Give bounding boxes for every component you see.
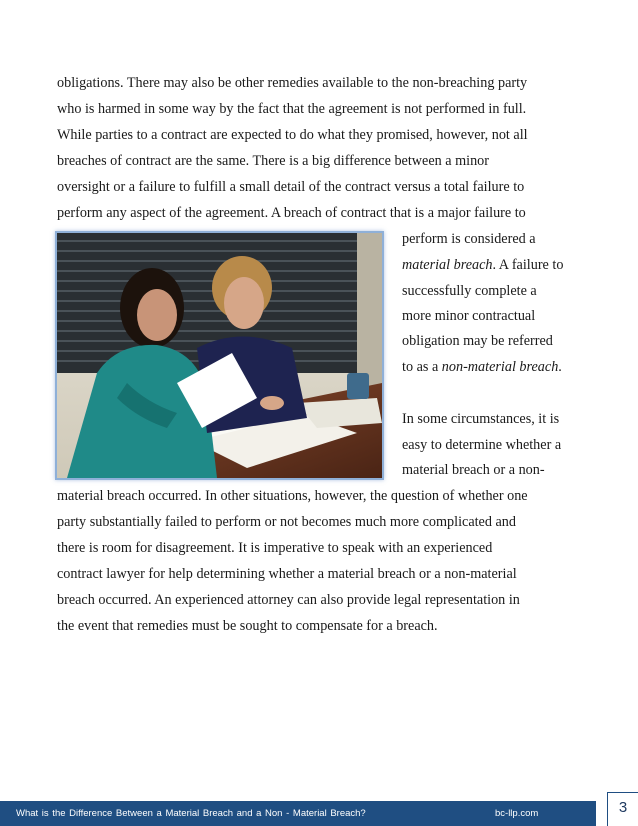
page-footer: [0, 801, 596, 826]
photo-two-women-reviewing-documents: [55, 231, 384, 480]
body-line: While parties to a contract are expected to do what they promised, however, not all: [57, 127, 528, 143]
body-line: who is harmed in some way by the fact that the agreement is not performed in full.: [57, 101, 527, 117]
side-line: material breach or a non-: [402, 462, 545, 478]
body-line: breach occurred. An experienced attorney can also provide legal representation in: [57, 592, 520, 608]
term-material-breach: material breach: [402, 257, 493, 273]
side-line: successfully complete a: [402, 283, 537, 299]
body-line: obligations. There may also be other remedies available to the non-breaching party: [57, 75, 528, 91]
footer-title: What is the Difference Between a Material Breach and a Non - Material Breach?: [16, 808, 366, 819]
body-line: breaches of contract are the same. There is a big difference between a minor: [57, 153, 489, 169]
side-line: material breach. A failure to: [402, 257, 564, 273]
side-line: obligation may be referred: [402, 333, 553, 349]
footer-url-link[interactable]: bc-llp.com: [495, 808, 539, 819]
body-line: material breach occurred. In other situations, however, the question of whether one: [57, 488, 528, 504]
body-line: there is room for disagreement. It is imperative to speak with an experienced: [57, 540, 493, 556]
body-line: contract lawyer for help determining whether a material breach or a non-material: [57, 566, 517, 582]
side-line: to as a non-material breach.: [402, 359, 562, 375]
body-line: the event that remedies must be sought to compensate for a breach.: [57, 618, 438, 634]
side-line: more minor contractual: [402, 308, 536, 324]
side-line: In some circumstances, it is: [402, 411, 560, 427]
term-non-material-breach: non-material breach: [441, 359, 559, 375]
page-number: 3: [607, 792, 638, 826]
body-line: perform any aspect of the agreement. A breach of contract that is a major failure to: [57, 205, 526, 221]
body-line: party substantially failed to perform or not becomes much more complicated and: [57, 514, 516, 530]
side-line: easy to determine whether a: [402, 437, 562, 453]
body-line: oversight or a failure to fulfill a small detail of the contract versus a total failure to: [57, 179, 525, 195]
side-line: perform is considered a: [402, 231, 536, 247]
